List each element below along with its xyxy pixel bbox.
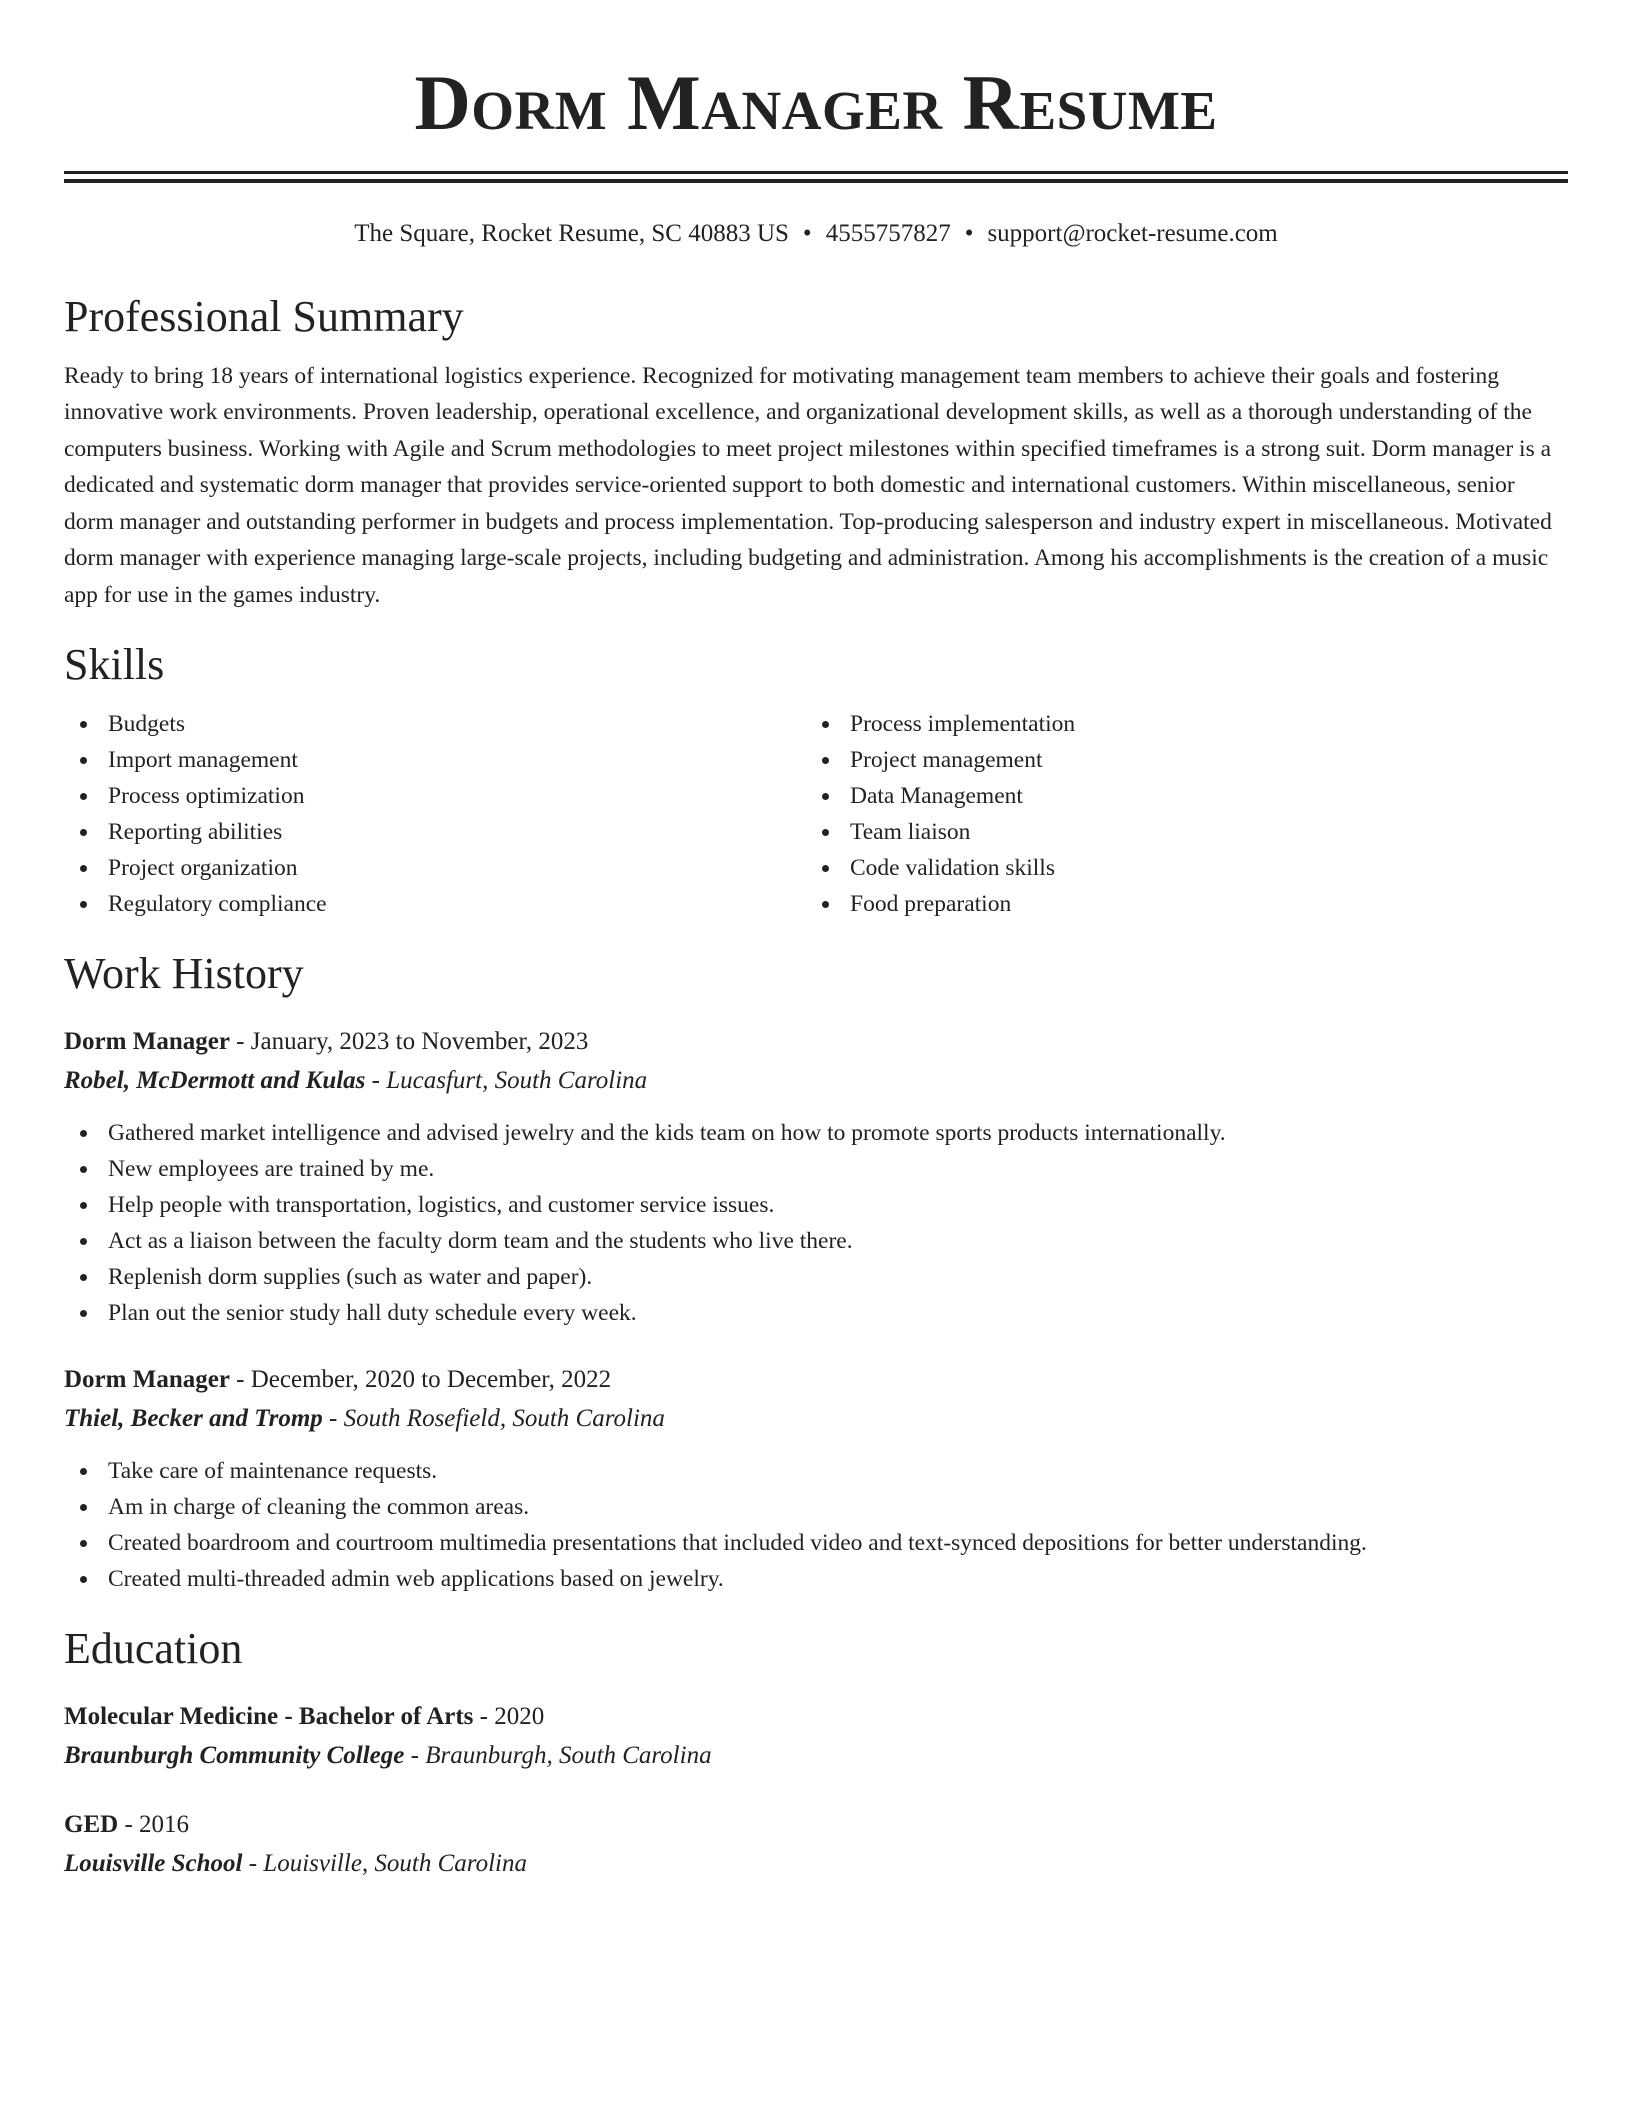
education-degree: GED bbox=[64, 1810, 119, 1838]
skills-right-column bbox=[806, 706, 1548, 922]
education-location: - Louisville, South Carolina bbox=[242, 1849, 527, 1877]
skill-item: Project management bbox=[806, 742, 1548, 778]
education-entry bbox=[64, 1698, 1568, 1776]
job-bullet: Am in charge of cleaning the common areas. bbox=[64, 1489, 1568, 1525]
job-location: - Lucasfurt, South Carolina bbox=[365, 1066, 648, 1094]
title-divider-bottom bbox=[64, 179, 1568, 183]
job-title-line bbox=[64, 1023, 1568, 1061]
job-company-line bbox=[64, 1061, 1568, 1101]
summary-section bbox=[64, 291, 1568, 613]
education-year: - 2020 bbox=[473, 1702, 545, 1730]
education-school-line bbox=[64, 1844, 1568, 1884]
job-bullet: Created boardroom and courtroom multimedia presentations that included video and text-synced depositions for better understanding. bbox=[64, 1525, 1568, 1561]
job-company: Robel, McDermott and Kulas bbox=[64, 1066, 366, 1094]
job-company: Thiel, Becker and Tromp bbox=[64, 1404, 323, 1432]
contact-address: The Square, Rocket Resume, SC 40883 US bbox=[354, 220, 789, 247]
education-year: - 2016 bbox=[118, 1810, 190, 1838]
contact-email[interactable]: support@rocket-resume.com bbox=[987, 220, 1278, 247]
job-bullets bbox=[64, 1453, 1568, 1597]
job-bullet: Created multi-threaded admin web applications based on jewelry. bbox=[64, 1561, 1568, 1597]
education-school: Braunburgh Community College bbox=[64, 1741, 405, 1769]
education-school: Louisville School bbox=[64, 1849, 243, 1877]
skill-item: Team liaison bbox=[806, 814, 1548, 850]
skills-heading: Skills bbox=[64, 640, 165, 690]
job-entry bbox=[64, 1361, 1568, 1597]
job-bullet: Take care of maintenance requests. bbox=[64, 1453, 1568, 1489]
skill-item: Process implementation bbox=[806, 706, 1548, 742]
summary-text: Ready to bring 18 years of international logistics experience. Recognized for motivating management team members to achieve their goals and fostering innovative work environments. Proven leadership, operational excellence, and organizational development skills, as well as a thorough understanding of the computers business. Working with Agile and Scrum methodologies to meet project milestones within specified timeframes is a strong suit. Dorm manager is a dedicated and systematic dorm manager that provides service-oriented support to both domestic and international customers. Within miscellaneous, senior dorm manager and outstanding performer in budgets and process implementation. Top-producing salesperson and industry expert in miscellaneous. Motivated dorm manager with experience managing large-scale projects, including budgeting and administration. Among his accomplishments is the creation of a music app for use in the games industry. bbox=[64, 362, 1552, 608]
skills-section bbox=[64, 639, 1568, 922]
skill-item: Code validation skills bbox=[806, 850, 1548, 886]
contact-separator: • bbox=[802, 220, 812, 247]
job-bullet: Act as a liaison between the faculty dorm team and the students who live there. bbox=[64, 1223, 1568, 1259]
job-company-line bbox=[64, 1399, 1568, 1439]
job-bullet: Help people with transportation, logistics, and customer service issues. bbox=[64, 1187, 1568, 1223]
education-heading: Education bbox=[64, 1623, 243, 1673]
education-location: - Braunburgh, South Carolina bbox=[404, 1741, 712, 1769]
education-section bbox=[64, 1623, 1568, 1884]
skills-columns bbox=[64, 706, 1568, 922]
education-degree-line bbox=[64, 1698, 1568, 1736]
job-role: Dorm Manager bbox=[64, 1027, 230, 1055]
resume-title: Dorm Manager Resume bbox=[414, 59, 1218, 146]
education-entry bbox=[64, 1806, 1568, 1884]
education-school-line bbox=[64, 1736, 1568, 1776]
job-bullet: Gathered market intelligence and advised jewelry and the kids team on how to promote sports products internationally. bbox=[64, 1115, 1568, 1151]
skills-left-column bbox=[64, 706, 806, 922]
skill-item: Budgets bbox=[64, 706, 806, 742]
job-dates: - January, 2023 to November, 2023 bbox=[229, 1027, 589, 1055]
skill-item: Project organization bbox=[64, 850, 806, 886]
work-history-section bbox=[64, 948, 1568, 1597]
contact-separator: • bbox=[964, 220, 974, 247]
title-divider-top bbox=[64, 171, 1568, 174]
job-location: - South Rosefield, South Carolina bbox=[322, 1404, 665, 1432]
skill-item: Data Management bbox=[806, 778, 1548, 814]
education-degree: Molecular Medicine - Bachelor of Arts bbox=[64, 1702, 474, 1730]
contact-phone: 4555757827 bbox=[825, 220, 951, 247]
job-bullets bbox=[64, 1115, 1568, 1331]
skill-item: Food preparation bbox=[806, 886, 1548, 922]
job-bullet: New employees are trained by me. bbox=[64, 1151, 1568, 1187]
job-bullet: Plan out the senior study hall duty schedule every week. bbox=[64, 1295, 1568, 1331]
skill-item: Reporting abilities bbox=[64, 814, 806, 850]
skill-item: Import management bbox=[64, 742, 806, 778]
job-entry bbox=[64, 1023, 1568, 1331]
skill-item: Regulatory compliance bbox=[64, 886, 806, 922]
skill-item: Process optimization bbox=[64, 778, 806, 814]
job-role: Dorm Manager bbox=[64, 1365, 230, 1393]
work-history-heading: Work History bbox=[64, 949, 304, 999]
summary-heading: Professional Summary bbox=[64, 292, 464, 341]
job-dates: - December, 2020 to December, 2022 bbox=[229, 1365, 612, 1393]
job-title-line bbox=[64, 1361, 1568, 1399]
job-bullet: Replenish dorm supplies (such as water and paper). bbox=[64, 1259, 1568, 1295]
education-degree-line bbox=[64, 1806, 1568, 1844]
contact-line bbox=[64, 219, 1568, 249]
